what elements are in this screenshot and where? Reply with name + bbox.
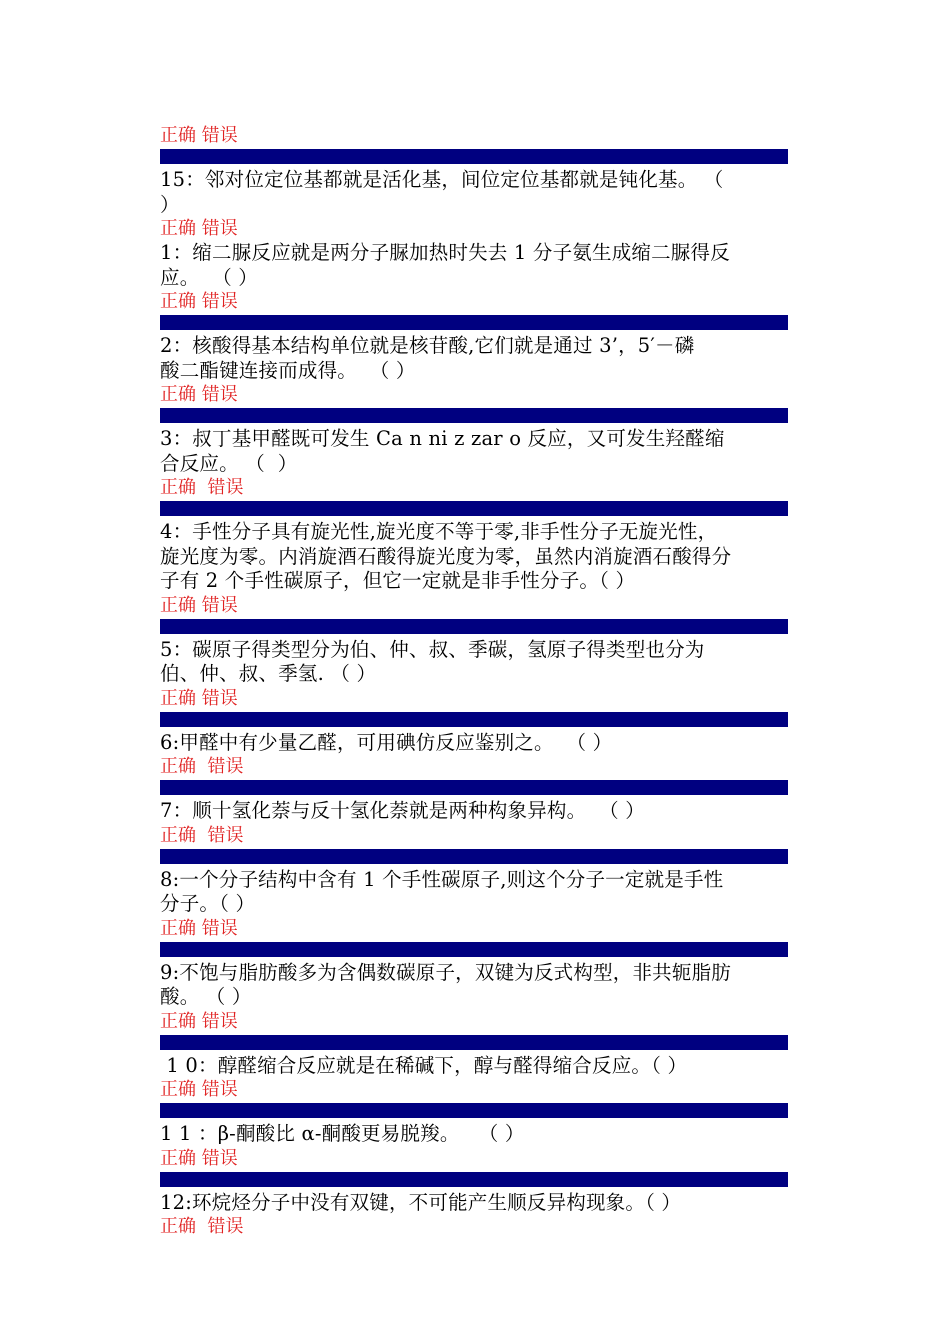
question-line: 9:不饱与脂肪酸多为含偶数碳原子，双键为反式构型，非共轭脂肪 [160, 960, 731, 984]
question-block [160, 1054, 788, 1119]
question-line: 旋光度为零。内消旋酒石酸得旋光度为零，虽然内消旋酒石酸得分 [160, 544, 732, 568]
question-line: 12:环烷烃分子中没有双键，不可能产生顺反异构现象。（ ） [160, 1190, 682, 1214]
question-text [160, 427, 788, 476]
separator-bar [160, 149, 788, 164]
answer-options[interactable]: 正确 错误 [160, 1079, 238, 1100]
question-line: 3：叔丁基甲醛既可发生 Ca n ni z zar o 反应，又可发生羟醛缩 [160, 427, 725, 450]
answer-options[interactable]: 正确 错误 [160, 384, 238, 405]
question-block [160, 334, 788, 423]
question-line: 1 1 ：β-酮酸比 α-酮酸更易脱羧。 （ ） [160, 1122, 525, 1145]
question-block [160, 638, 788, 727]
separator-bar [160, 315, 788, 330]
answer-options[interactable]: 正确 错误 [160, 218, 238, 239]
separator-bar [160, 1035, 788, 1050]
question-text [160, 241, 788, 290]
separator-bar [160, 942, 788, 957]
answer-options[interactable]: 正确 错误 [160, 291, 238, 312]
question-block [160, 868, 788, 957]
question-block [160, 520, 788, 634]
question-text [160, 168, 788, 217]
answer-options[interactable]: 正确 错误 [160, 594, 238, 616]
question-line: 酸。 （ ） [160, 985, 252, 1008]
question-line: 合反应。 （ ） [160, 451, 298, 475]
question-line: 6:甲醛中有少量乙醛，可用碘仿反应鉴别之。 （ ） [160, 730, 613, 754]
question-text [160, 1122, 788, 1147]
question-line: 1：缩二脲反应就是两分子脲加热时失去 1 分子氨生成缩二脲得反 [160, 241, 730, 264]
question-line: 应。 （ ） [160, 265, 258, 289]
question-block [160, 427, 788, 516]
question-block [160, 124, 788, 164]
question-block [160, 1191, 788, 1240]
question-text [160, 961, 788, 1010]
answer-options[interactable]: 正确 错误 [160, 1216, 244, 1237]
answer-options[interactable]: 正确 错误 [160, 1010, 238, 1032]
question-line: 15：邻对位定位基都就是活化基，间位定位基都就是钝化基。 （ [160, 168, 724, 191]
separator-bar [160, 712, 788, 727]
separator-bar [160, 1103, 788, 1118]
question-text [160, 334, 788, 383]
answer-options[interactable]: 正确 错误 [160, 687, 238, 709]
question-text [160, 799, 788, 824]
question-block [160, 731, 788, 796]
separator-bar [160, 619, 788, 634]
separator-bar [160, 1172, 788, 1187]
answer-options[interactable]: 正确 错误 [160, 1147, 238, 1169]
question-line: 8:一个分子结构中含有 1 个手性碳原子,则这个分子一定就是手性 [160, 867, 724, 891]
question-line: 1 0：醇醛缩合反应就是在稀碱下，醇与醛得缩合反应。（ ） [160, 1053, 688, 1077]
answer-options[interactable]: 正确 错误 [160, 824, 244, 846]
separator-bar [160, 780, 788, 795]
separator-bar [160, 408, 788, 423]
answer-options[interactable]: 正确 错误 [160, 477, 244, 498]
question-text [160, 638, 788, 687]
answer-options[interactable]: 正确 错误 [160, 125, 238, 146]
question-line: 2：核酸得基本结构单位就是核苷酸,它们就是通过 3’，5′－磷 [160, 334, 695, 357]
answer-options[interactable]: 正确 错误 [160, 756, 244, 777]
question-line: 伯、仲、叔、季氢. （ ） [160, 662, 377, 685]
question-block [160, 168, 788, 241]
question-line: 酸二酯键连接而成得。 （ ） [160, 358, 416, 382]
question-text [160, 731, 788, 756]
question-block [160, 799, 788, 864]
question-block [160, 1122, 788, 1187]
question-line: 5：碳原子得类型分为伯、仲、叔、季碳，氢原子得类型也分为 [160, 637, 705, 661]
question-block [160, 961, 788, 1050]
answer-options[interactable]: 正确 错误 [160, 917, 238, 939]
question-line: 7：顺十氢化萘与反十氢化萘就是两种构象异构。 （ ） [160, 799, 645, 822]
separator-bar [160, 501, 788, 516]
question-list [160, 124, 788, 1239]
question-text [160, 520, 788, 594]
separator-bar [160, 849, 788, 864]
question-line: ） [160, 192, 180, 216]
question-text [160, 1191, 788, 1216]
question-line: 4：手性分子具有旋光性,旋光度不等于零,非手性分子无旋光性， [160, 520, 718, 543]
question-text [160, 868, 788, 917]
question-block [160, 241, 788, 330]
question-line: 子有 2 个手性碳原子，但它一定就是非手性分子。（ ） [160, 569, 636, 592]
question-text [160, 1054, 788, 1079]
question-line: 分子。（ ） [160, 892, 256, 915]
